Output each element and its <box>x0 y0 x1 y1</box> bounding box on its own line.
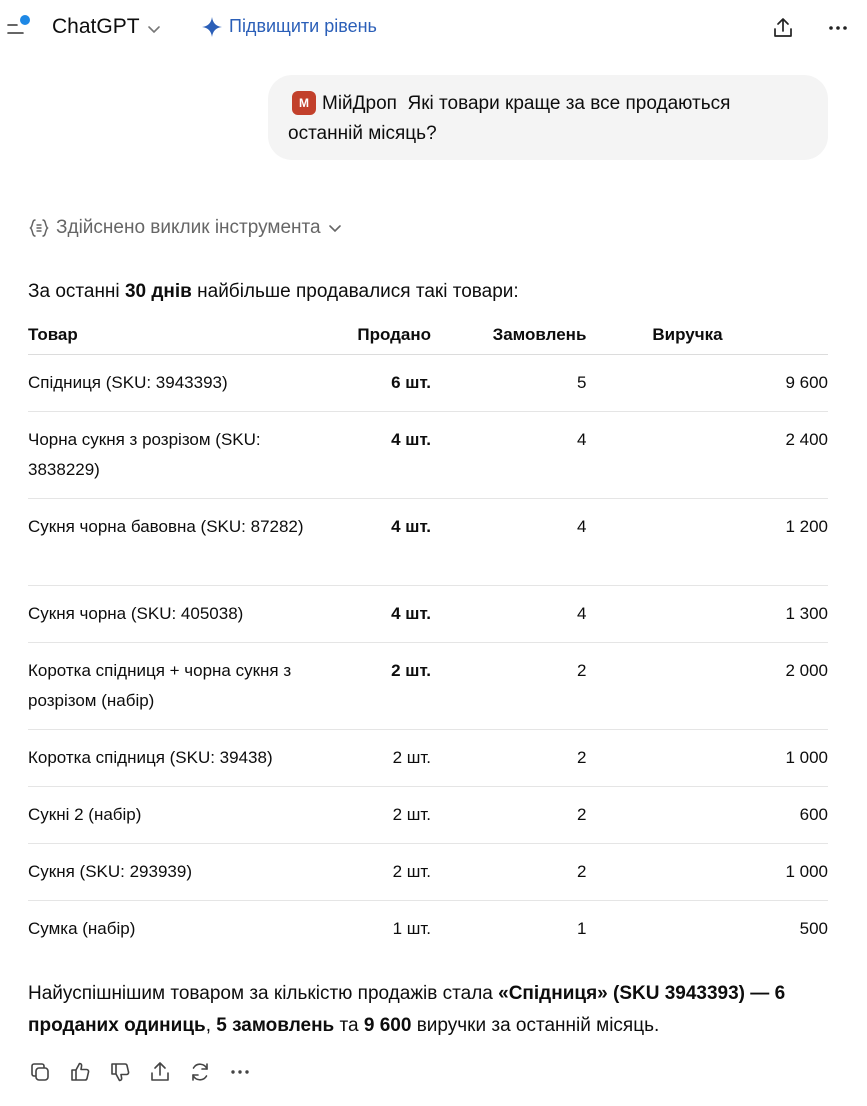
table-row <box>28 901 828 958</box>
app-title: ChatGPT <box>52 15 140 38</box>
orders-count: 2 <box>576 805 587 824</box>
orders-count: 5 <box>576 373 587 392</box>
thumbs-down-icon[interactable] <box>108 1058 132 1086</box>
orders-count: 4 <box>576 430 587 449</box>
tool-call-label: Здійснено виклик інструмента <box>56 217 321 238</box>
orders-count: 1 <box>576 919 587 938</box>
orders-count: 4 <box>576 604 587 623</box>
product-name: Сукня чорна бавовна (SKU: 87282) <box>28 517 304 536</box>
summary-orders: 5 замовлень <box>216 1015 335 1036</box>
chevron-down-icon <box>146 21 162 37</box>
summary-top-product: «Спідниця» (SKU 3943393) <box>498 983 746 1004</box>
product-name: Сукні 2 (набір) <box>28 805 142 824</box>
chevron-down-icon <box>327 220 343 236</box>
sidebar-menu-icon[interactable] <box>6 14 34 42</box>
sold-count: 1 шт. <box>392 919 432 938</box>
column-header-product: Товар <box>28 316 315 355</box>
sold-count: 2 шт. <box>392 805 432 824</box>
summary-revenue: 9 600 <box>363 1015 412 1036</box>
summary-units: — 6 проданих одиниць <box>28 983 786 1036</box>
response-summary <box>28 978 828 1042</box>
sold-count: 4 шт. <box>391 604 432 623</box>
orders-count: 2 <box>576 862 587 881</box>
share-icon[interactable] <box>769 14 797 42</box>
tool-braces-icon <box>28 217 50 239</box>
revenue-value: 1 300 <box>785 604 828 623</box>
product-name: Коротка спідниця (SKU: 39438) <box>28 748 273 767</box>
table-row <box>28 730 828 787</box>
intro-period: 30 днів <box>124 281 192 302</box>
app-badge: М <box>292 91 316 115</box>
summary-end: виручки за останній місяць. <box>411 1015 660 1036</box>
column-header-revenue: Виручка <box>586 316 828 355</box>
app-mention[interactable]: МійДроп <box>322 93 397 114</box>
orders-count: 2 <box>576 748 587 767</box>
column-header-orders: Замовлень <box>431 316 586 355</box>
model-selector[interactable] <box>52 15 162 39</box>
response-intro <box>28 281 519 303</box>
intro-text-end: найбільше продавалися такі товари: <box>191 281 519 302</box>
column-header-sold: Продано <box>315 316 431 355</box>
sold-count: 4 шт. <box>391 430 432 449</box>
revenue-value: 1 000 <box>785 862 828 881</box>
user-message-text: Які товари краще за все продаються останній місяць? <box>288 93 731 144</box>
top-bar <box>0 0 867 56</box>
summary-sep: , <box>205 1015 217 1036</box>
sold-count: 2 шт. <box>392 862 432 881</box>
table-row <box>28 412 828 499</box>
revenue-value: 2 000 <box>785 661 828 680</box>
product-name: Сукня (SKU: 293939) <box>28 862 192 881</box>
product-name: Чорна сукня з розрізом (SKU: 3838229) <box>28 430 261 479</box>
sold-count: 4 шт. <box>391 517 432 536</box>
sold-count: 2 шт. <box>391 661 432 680</box>
regenerate-icon[interactable] <box>188 1058 212 1086</box>
summary-and: та <box>334 1015 364 1036</box>
share-icon[interactable] <box>148 1058 172 1086</box>
sold-count: 6 шт. <box>391 373 432 392</box>
more-options-icon[interactable] <box>824 14 852 42</box>
intro-text: За останні <box>28 281 125 302</box>
product-name: Сумка (набір) <box>28 919 136 938</box>
table-row <box>28 499 828 586</box>
revenue-value: 9 600 <box>785 373 828 392</box>
summary-text: Найуспішнішим товаром за кількістю продажів стала <box>28 983 499 1004</box>
revenue-value: 2 400 <box>785 430 828 449</box>
sales-table <box>28 316 828 957</box>
product-name: Сукня чорна (SKU: 405038) <box>28 604 244 623</box>
thumbs-up-icon[interactable] <box>68 1058 92 1086</box>
sold-count: 2 шт. <box>392 748 432 767</box>
upgrade-label: Підвищити рівень <box>229 16 377 36</box>
product-name: Коротка спідниця + чорна сукня з розрізом (набір) <box>28 661 292 710</box>
revenue-value: 500 <box>799 919 828 938</box>
table-row <box>28 787 828 844</box>
copy-icon[interactable] <box>28 1058 52 1086</box>
product-name: Спідниця (SKU: 3943393) <box>28 373 228 392</box>
table-header-row <box>28 316 828 355</box>
table-row <box>28 643 828 730</box>
table-row <box>28 586 828 643</box>
orders-count: 2 <box>576 661 587 680</box>
table-row <box>28 844 828 901</box>
revenue-value: 1 000 <box>785 748 828 767</box>
tool-call-toggle[interactable] <box>28 217 343 239</box>
revenue-value: 1 200 <box>785 517 828 536</box>
orders-count: 4 <box>576 517 587 536</box>
user-message-bubble <box>268 75 828 160</box>
upgrade-button[interactable] <box>202 16 377 37</box>
message-actions <box>28 1058 252 1086</box>
revenue-value: 600 <box>799 805 828 824</box>
table-row <box>28 355 828 412</box>
sparkle-icon <box>202 17 222 37</box>
more-options-icon[interactable] <box>228 1058 252 1086</box>
